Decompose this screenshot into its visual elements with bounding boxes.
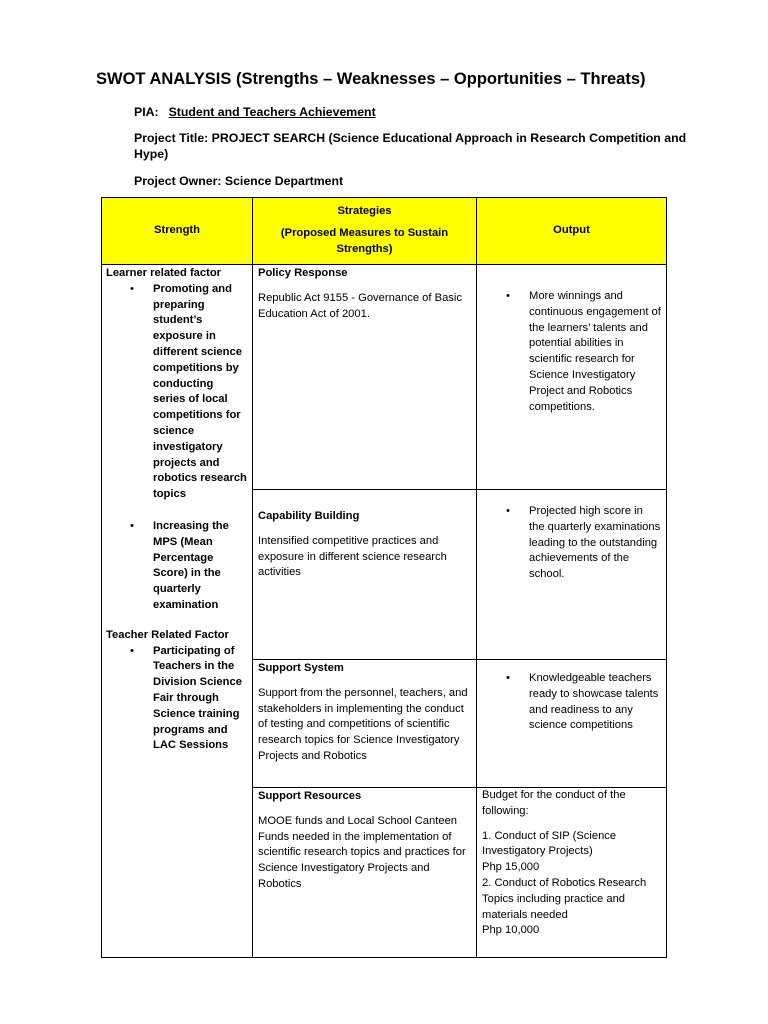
strategy-cell-support-resources	[253, 788, 477, 958]
strategy-body: Support from the personnel, teachers, and stakeholders in implementing the conduct of testing and competitions of scientific research topics for Science Investigatory Projects and Robotics	[258, 686, 468, 762]
strategy-title: Policy Response	[258, 267, 348, 279]
bullet-icon: •	[130, 282, 134, 295]
budget-item-sip: 1. Conduct of SIP (Science Investigatory Projects)	[482, 829, 617, 858]
bullet-icon: •	[130, 644, 134, 657]
strength-cell	[102, 265, 253, 958]
budget-intro: Budget for the conduct of the following:	[482, 789, 626, 817]
swot-table	[101, 197, 667, 958]
budget-amount-sip: Php 15,000	[482, 861, 540, 874]
output-list	[482, 289, 661, 415]
learner-factor-list	[106, 282, 248, 614]
bullet-icon: •	[506, 505, 510, 517]
output-cell-support-system	[477, 660, 667, 788]
strategy-body: Republic Act 9155 - Governance of Basic Education Act of 2001.	[258, 291, 462, 320]
output-cell-capability	[477, 490, 667, 660]
header-strategies-subtitle: (Proposed Measures to Sustain Strengths)	[280, 227, 449, 255]
list-item: • Promoting and preparing student’s exposure in different science competitions by conducting series of local competitions for science investigatory projects and robotics research topics	[130, 282, 247, 501]
output-list	[482, 504, 661, 583]
header-strategies-title: Strategies	[337, 205, 392, 218]
strategy-cell-policy	[253, 265, 477, 490]
output-list	[482, 671, 661, 734]
bullet-icon: •	[506, 672, 510, 684]
bullet-icon: •	[506, 290, 510, 302]
output-cell-policy	[477, 265, 667, 490]
teacher-factor-list	[106, 644, 248, 755]
budget-amount-robotics: Php 10,000	[482, 924, 540, 937]
project-title: Project Title: PROJECT SEARCH (Science Educational Approach in Research Competition and Hype)	[134, 131, 687, 161]
list-item: • Projected high score in the quarterly examinations leading to the outstanding achievements of the school.	[506, 505, 661, 581]
pia-value: Student and Teachers Achievement	[168, 105, 376, 119]
header-strength: Strength	[102, 198, 253, 265]
table-header-row	[102, 198, 667, 265]
strategy-cell-capability	[253, 490, 477, 660]
teacher-factor-heading: Teacher Related Factor	[106, 628, 229, 641]
header-output: Output	[477, 198, 667, 265]
pia-label: PIA:	[134, 105, 159, 119]
list-item: • Increasing the MPS (Mean Percentage Score) in the quarterly examination	[130, 519, 229, 611]
list-item: • More winnings and continuous engagement of the learners’ talents and potential abilities in scientific research for Science Investigatory Project and Robotics competitions.	[506, 290, 661, 413]
bullet-icon: •	[130, 519, 134, 532]
list-item: • Knowledgeable teachers ready to showcase talents and readiness to any science competitions	[506, 672, 659, 732]
pia-line	[134, 104, 376, 120]
document-title: SWOT ANALYSIS (Strengths – Weaknesses – Opportunities – Threats)	[96, 70, 646, 88]
budget-item-robotics: 2. Conduct of Robotics Research Topics including practice and materials needed	[482, 876, 647, 921]
strategy-title: Support Resources	[258, 790, 362, 802]
strategy-body: MOOE funds and Local School Canteen Funds needed in the implementation of scientific research topics and practices for Science Investigatory Projects and Robotics	[258, 814, 466, 890]
list-item: • Participating of Teachers in the Division Science Fair through Science training programs and LAC Sessions	[130, 644, 242, 752]
strategy-title: Support System	[258, 662, 344, 674]
output-cell-support-resources	[477, 788, 667, 958]
learner-factor-heading: Learner related factor	[106, 267, 222, 279]
table-row	[102, 265, 667, 490]
strategy-cell-support-system	[253, 660, 477, 788]
strategy-body: Intensified competitive practices and exposure in different science research activities	[258, 534, 447, 579]
strategy-title: Capability Building	[258, 510, 360, 522]
header-strategies	[253, 198, 477, 265]
project-owner: Project Owner: Science Department	[134, 174, 344, 188]
